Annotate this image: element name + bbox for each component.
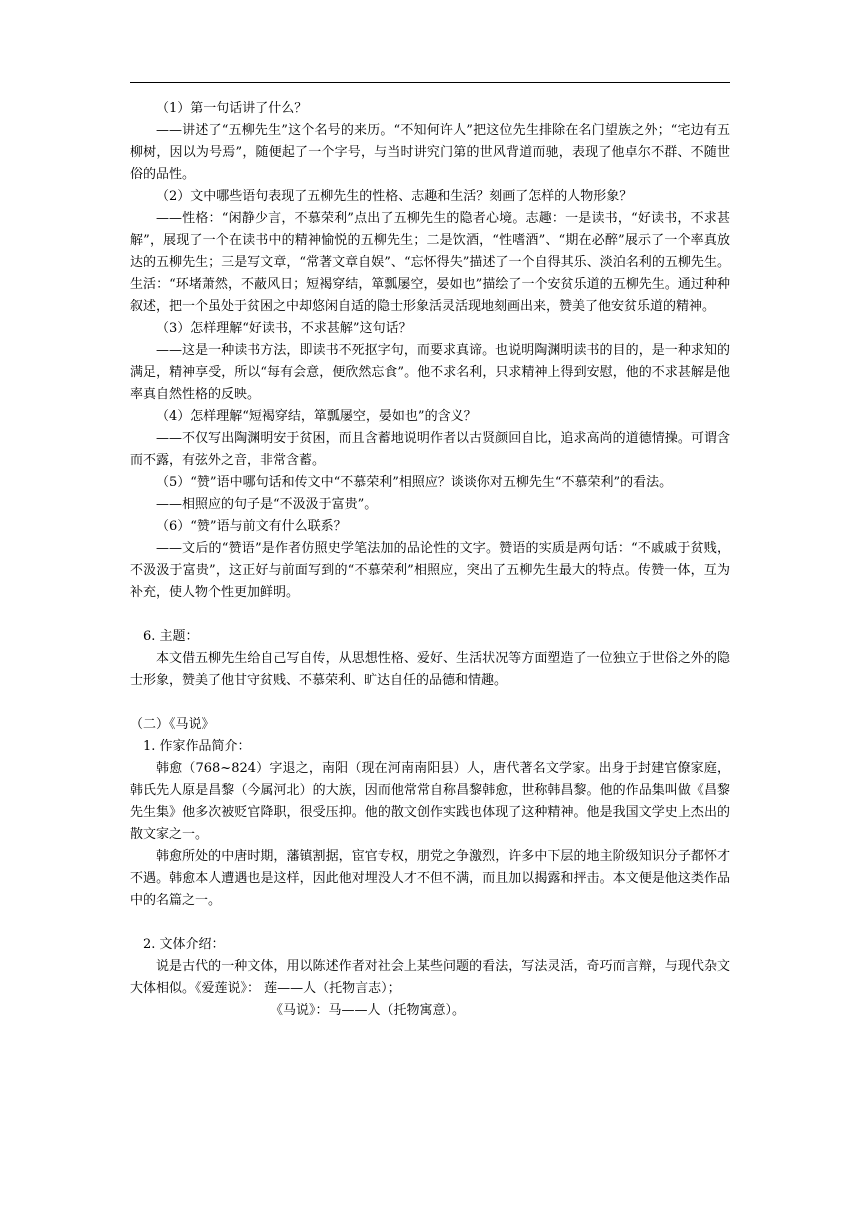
answer-2: ——性格：“闲静少言，不慕荣利”点出了五柳先生的隐者心境。志趣：一是读书，“好读书，不求甚解”，展现了一个在读书中的精神愉悦的五柳先生；二是饮酒，“性嗜酒”、“期在必醉”展示了一个率真放达的五柳先生；三是写文章，“常著文章自娱”、“忘怀得失”描述了一个自得其乐、淡泊名利的五柳先生。生活：“环堵萧然，不蔽风日；短褐穿结，箪瓢屡空，晏如也”描绘了一个安贫乐道的五柳先生。通过种种叙述，把一个虽处于贫困之中却悠闲自适的隐士形象活灵活现地刻画出来，赞美了他安贫乐道的精神。 (130, 211, 730, 314)
answer-1: ——讲述了“五柳先生”这个名号的来历。“不知何许人”把这位先生排除在名门望族之外；“宅边有五柳树，因以为号焉”，随便起了一个字号，与当时讲究门第的世风背道而驰，表现了他卓尔不群、不随世俗的品性。 (130, 123, 730, 182)
question-1: （1）第一句话讲了什么？ (156, 101, 308, 116)
answer-6: ——文后的“赞语”是作者仿照史学笔法加的品论性的文字。赞语的实质是两句话：“不戚戚于贫贱，不汲汲于富贵”，这正好与前面写到的“不慕荣利”相照应，突出了五柳先生最大的特点。传赞一体，互为补充，使人物个性更加鲜明。 (130, 541, 730, 600)
genre-heading: 2. 文体介绍： (143, 937, 225, 952)
intro-paragraph-1: 韩愈（768~824）字退之，南阳（现在河南南阳县）人，唐代著名文学家。出身于封建官僚家庭，韩氏先人原是昌黎（今属河北）的大族，因而他常常自称昌黎韩愈，世称韩昌黎。他的作品集叫做《昌黎先生集》他多次被贬官降职，很受压抑。他的散文创作实践也体现了这种精神。他是我国文学史上杰出的散文家之一。 (130, 761, 730, 842)
document-body (130, 98, 730, 1022)
theme-text: 本文借五柳先生给自己写自传，从思想性格、爱好、生活状况等方面塑造了一位独立于世俗之外的隐士形象，赞美了他甘守贫贱、不慕荣利、旷达自任的品德和情趣。 (130, 651, 730, 688)
theme-heading: 6. 主题： (143, 629, 199, 644)
section-title: （二）《马说》 (130, 717, 215, 732)
question-6: （6）“赞”语与前文有什么联系？ (156, 519, 347, 534)
genre-paragraph: 说是古代的一种文体，用以陈述作者对社会上某些问题的看法，写法灵活，奇巧而言辩，与现代杂文大体相似。《爱莲说》： 莲——人（托物言志）； (130, 959, 730, 996)
answer-4: ——不仅写出陶渊明安于贫困，而且含蓄地说明作者以古贤颜回自比，追求高尚的道德情操。可谓含而不露，有弦外之音，非常含蓄。 (130, 431, 730, 468)
intro-paragraph-2: 韩愈所处的中唐时期，藩镇割据，宦官专权，朋党之争激烈，许多中下层的地主阶级知识分子都怀才不遇。韩愈本人遭遇也是这样，因此他对埋没人才不但不满，而且加以揭露和抨击。本文便是他这类作品中的名篇之一。 (130, 849, 730, 908)
genre-example: 《马说》：马——人（托物寓意）。 (270, 1003, 466, 1018)
header-rule (130, 82, 730, 83)
intro-heading: 1. 作家作品简介： (143, 739, 251, 754)
question-2: （2）文中哪些语句表现了五柳先生的性格、志趣和生活？刻画了怎样的人物形象？ (156, 189, 633, 204)
question-4: （4）怎样理解“短褐穿结，箪瓢屡空，晏如也”的含义？ (156, 409, 477, 424)
question-3: （3）怎样理解“好读书，不求甚解”这句话？ (156, 321, 412, 336)
question-5: （5）“赞”语中哪句话和传文中“不慕荣利”相照应？谈谈你对五柳先生“不慕荣利”的看法。 (156, 475, 673, 490)
answer-3: ——这是一种读书方法，即读书不死抠字句，而要求真谛。也说明陶渊明读书的目的，是一种求知的满足，精神享受，所以“每有会意，便欣然忘食”。他不求名利，只求精神上得到安慰，他的不求甚解是他率真自然性格的反映。 (130, 343, 730, 402)
answer-5: ——相照应的句子是“不汲汲于富贵”。 (156, 497, 378, 512)
